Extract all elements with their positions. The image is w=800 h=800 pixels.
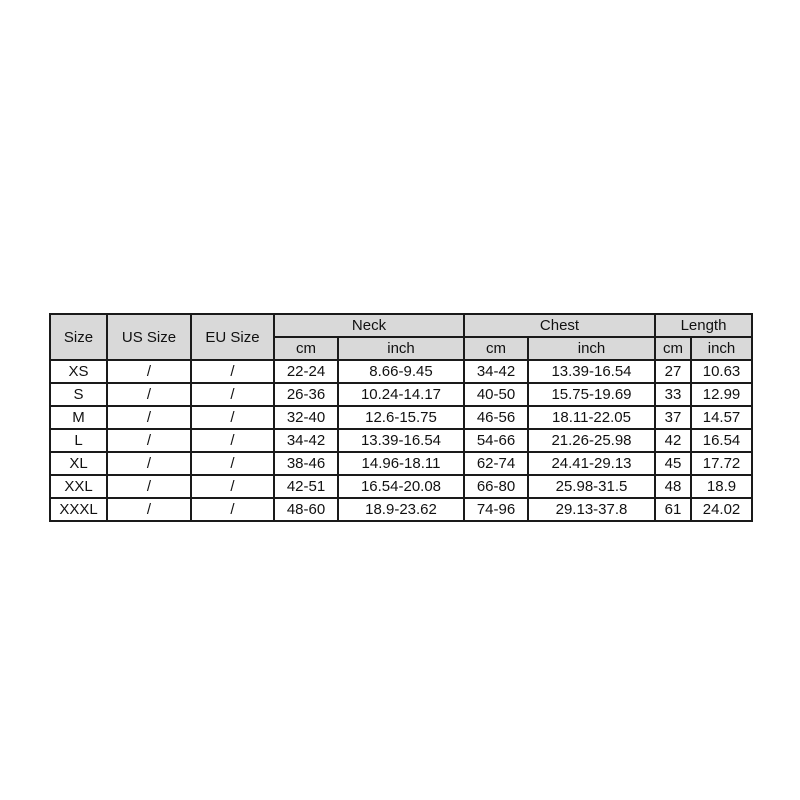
cell-neck-inch: 13.39-16.54 — [338, 429, 464, 452]
cell-eu-size: / — [191, 498, 274, 521]
cell-us-size: / — [107, 452, 191, 475]
cell-chest-inch: 29.13-37.8 — [528, 498, 655, 521]
cell-neck-inch: 10.24-14.17 — [338, 383, 464, 406]
cell-size: XXXL — [50, 498, 107, 521]
header-eu-size: EU Size — [191, 314, 274, 360]
cell-length-cm: 45 — [655, 452, 691, 475]
cell-eu-size: / — [191, 406, 274, 429]
cell-us-size: / — [107, 406, 191, 429]
cell-size: XL — [50, 452, 107, 475]
cell-neck-inch: 18.9-23.62 — [338, 498, 464, 521]
cell-neck-cm: 48-60 — [274, 498, 338, 521]
cell-eu-size: / — [191, 452, 274, 475]
header-neck: Neck — [274, 314, 464, 337]
header-length-cm: cm — [655, 337, 691, 360]
cell-length-inch: 18.9 — [691, 475, 752, 498]
cell-chest-inch: 18.11-22.05 — [528, 406, 655, 429]
header-chest-inch: inch — [528, 337, 655, 360]
cell-neck-cm: 42-51 — [274, 475, 338, 498]
cell-eu-size: / — [191, 429, 274, 452]
cell-eu-size: / — [191, 475, 274, 498]
cell-length-cm: 42 — [655, 429, 691, 452]
header-length-inch: inch — [691, 337, 752, 360]
cell-neck-cm: 38-46 — [274, 452, 338, 475]
cell-neck-inch: 12.6-15.75 — [338, 406, 464, 429]
cell-length-inch: 24.02 — [691, 498, 752, 521]
cell-chest-cm: 54-66 — [464, 429, 528, 452]
cell-chest-inch: 21.26-25.98 — [528, 429, 655, 452]
cell-size: S — [50, 383, 107, 406]
cell-length-inch: 12.99 — [691, 383, 752, 406]
cell-neck-inch: 8.66-9.45 — [338, 360, 464, 383]
cell-chest-cm: 40-50 — [464, 383, 528, 406]
size-chart-body — [50, 360, 752, 521]
cell-chest-cm: 66-80 — [464, 475, 528, 498]
cell-size: XS — [50, 360, 107, 383]
size-chart-table — [49, 313, 753, 522]
cell-us-size: / — [107, 498, 191, 521]
cell-length-inch: 14.57 — [691, 406, 752, 429]
table-row — [50, 406, 752, 429]
cell-length-inch: 10.63 — [691, 360, 752, 383]
table-row — [50, 452, 752, 475]
cell-neck-cm: 34-42 — [274, 429, 338, 452]
cell-neck-inch: 14.96-18.11 — [338, 452, 464, 475]
header-size: Size — [50, 314, 107, 360]
table-row — [50, 360, 752, 383]
table-row — [50, 429, 752, 452]
cell-eu-size: / — [191, 360, 274, 383]
cell-chest-cm: 74-96 — [464, 498, 528, 521]
cell-length-cm: 33 — [655, 383, 691, 406]
cell-us-size: / — [107, 429, 191, 452]
header-chest-cm: cm — [464, 337, 528, 360]
cell-neck-inch: 16.54-20.08 — [338, 475, 464, 498]
cell-length-cm: 48 — [655, 475, 691, 498]
cell-size: M — [50, 406, 107, 429]
cell-chest-inch: 25.98-31.5 — [528, 475, 655, 498]
cell-us-size: / — [107, 360, 191, 383]
cell-size: L — [50, 429, 107, 452]
cell-length-cm: 27 — [655, 360, 691, 383]
cell-chest-inch: 24.41-29.13 — [528, 452, 655, 475]
cell-chest-cm: 46-56 — [464, 406, 528, 429]
cell-chest-cm: 34-42 — [464, 360, 528, 383]
header-neck-cm: cm — [274, 337, 338, 360]
table-row — [50, 383, 752, 406]
cell-length-inch: 16.54 — [691, 429, 752, 452]
cell-length-inch: 17.72 — [691, 452, 752, 475]
table-row — [50, 475, 752, 498]
header-chest: Chest — [464, 314, 655, 337]
cell-chest-inch: 15.75-19.69 — [528, 383, 655, 406]
cell-chest-inch: 13.39-16.54 — [528, 360, 655, 383]
cell-eu-size: / — [191, 383, 274, 406]
cell-chest-cm: 62-74 — [464, 452, 528, 475]
cell-length-cm: 37 — [655, 406, 691, 429]
cell-us-size: / — [107, 475, 191, 498]
cell-neck-cm: 22-24 — [274, 360, 338, 383]
header-neck-inch: inch — [338, 337, 464, 360]
header-length: Length — [655, 314, 752, 337]
cell-neck-cm: 26-36 — [274, 383, 338, 406]
cell-neck-cm: 32-40 — [274, 406, 338, 429]
cell-us-size: / — [107, 383, 191, 406]
header-row-groups — [50, 314, 752, 337]
cell-size: XXL — [50, 475, 107, 498]
table-row — [50, 498, 752, 521]
cell-length-cm: 61 — [655, 498, 691, 521]
header-us-size: US Size — [107, 314, 191, 360]
